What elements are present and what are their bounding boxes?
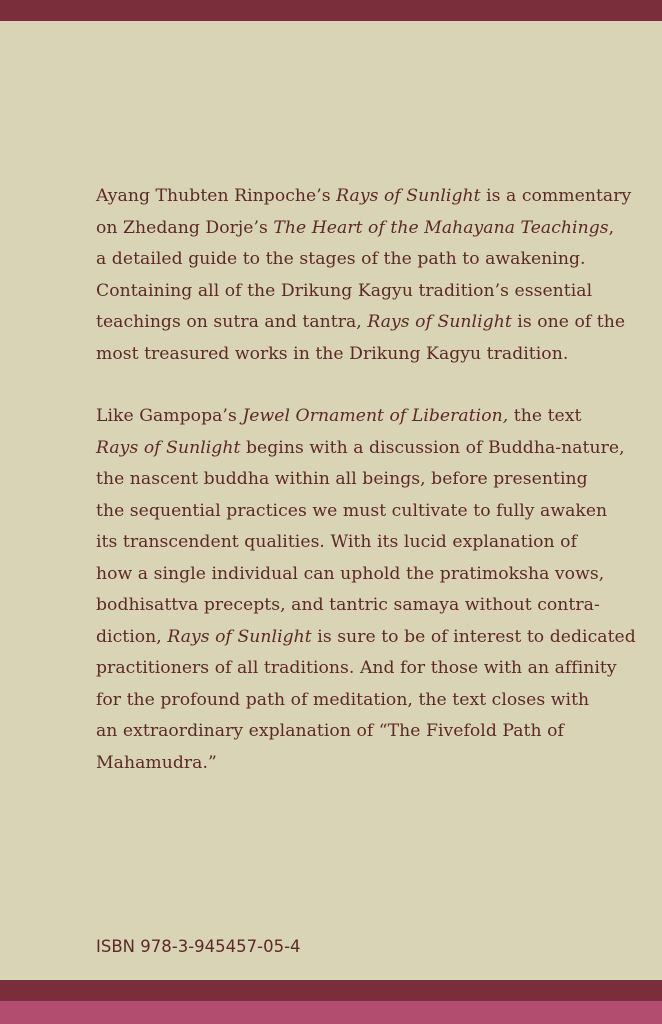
text-run: is a commentary <box>480 186 632 206</box>
text-run: on Zhedang Dorje’s <box>96 217 274 238</box>
text-line: Mahamudra.” <box>96 752 217 773</box>
text-line <box>96 401 616 433</box>
text-line <box>96 433 625 465</box>
book-title: The Heart of the Mahayana Teachings <box>273 217 609 238</box>
book-title: Jewel Ornament of Liberation, <box>242 406 509 426</box>
isbn-number: ISBN 978-3-945457-05-4 <box>96 937 301 956</box>
text-run: teachings on sutra and tantra, <box>96 312 368 332</box>
book-title: Rays of Sunlight <box>336 186 481 206</box>
text-line: how a single individual can uphold the pratimoksha vows, <box>96 563 605 584</box>
text-line: most treasured works in the Drikung Kagyu tradition. <box>96 343 569 364</box>
text-line: the nascent buddha within all beings, before presenting <box>96 469 588 489</box>
text-run: begins with a discussion of Buddha-nature, <box>240 437 625 458</box>
back-cover-blurb <box>96 181 636 779</box>
text-run: Ayang Thubten Rinpoche’s <box>96 186 337 206</box>
text-run: is one of the <box>511 312 626 332</box>
text-line <box>96 181 632 213</box>
text-run: Like Gampopa’s <box>96 406 243 426</box>
book-title: Rays of Sunlight <box>167 626 312 647</box>
text-run: the text <box>508 406 582 426</box>
bottom-color-band-dark <box>0 980 662 1001</box>
text-line: the sequential practices we must cultivate to fully awaken <box>96 500 608 521</box>
text-run: diction, <box>96 626 168 647</box>
text-line: practitioners of all traditions. And for those with an affinity <box>96 658 617 678</box>
bottom-color-band-pink <box>0 1001 662 1024</box>
text-line: Containing all of the Drikung Kagyu tradition’s essential <box>96 280 593 301</box>
top-color-band <box>0 0 662 21</box>
book-title: Rays of Sunlight <box>367 312 512 332</box>
text-run: , <box>608 217 615 238</box>
text-line: for the profound path of meditation, the text closes with <box>96 689 590 710</box>
text-line: an extraordinary explanation of “The Fivefold Path of <box>96 721 564 741</box>
text-line: its transcendent qualities. With its lucid explanation of <box>96 532 577 552</box>
text-line <box>96 213 616 245</box>
text-line: bodhisattva precepts, and tantric samaya without contra- <box>96 595 600 615</box>
text-line <box>96 307 626 339</box>
book-title: Rays of Sunlight <box>96 437 241 458</box>
blurb-paragraph-1 <box>96 181 632 370</box>
text-line <box>96 622 636 654</box>
blurb-paragraph-2 <box>96 401 636 779</box>
text-line: a detailed guide to the stages of the path to awakening. <box>96 249 586 269</box>
text-run: is sure to be of interest to dedicated <box>311 626 636 647</box>
